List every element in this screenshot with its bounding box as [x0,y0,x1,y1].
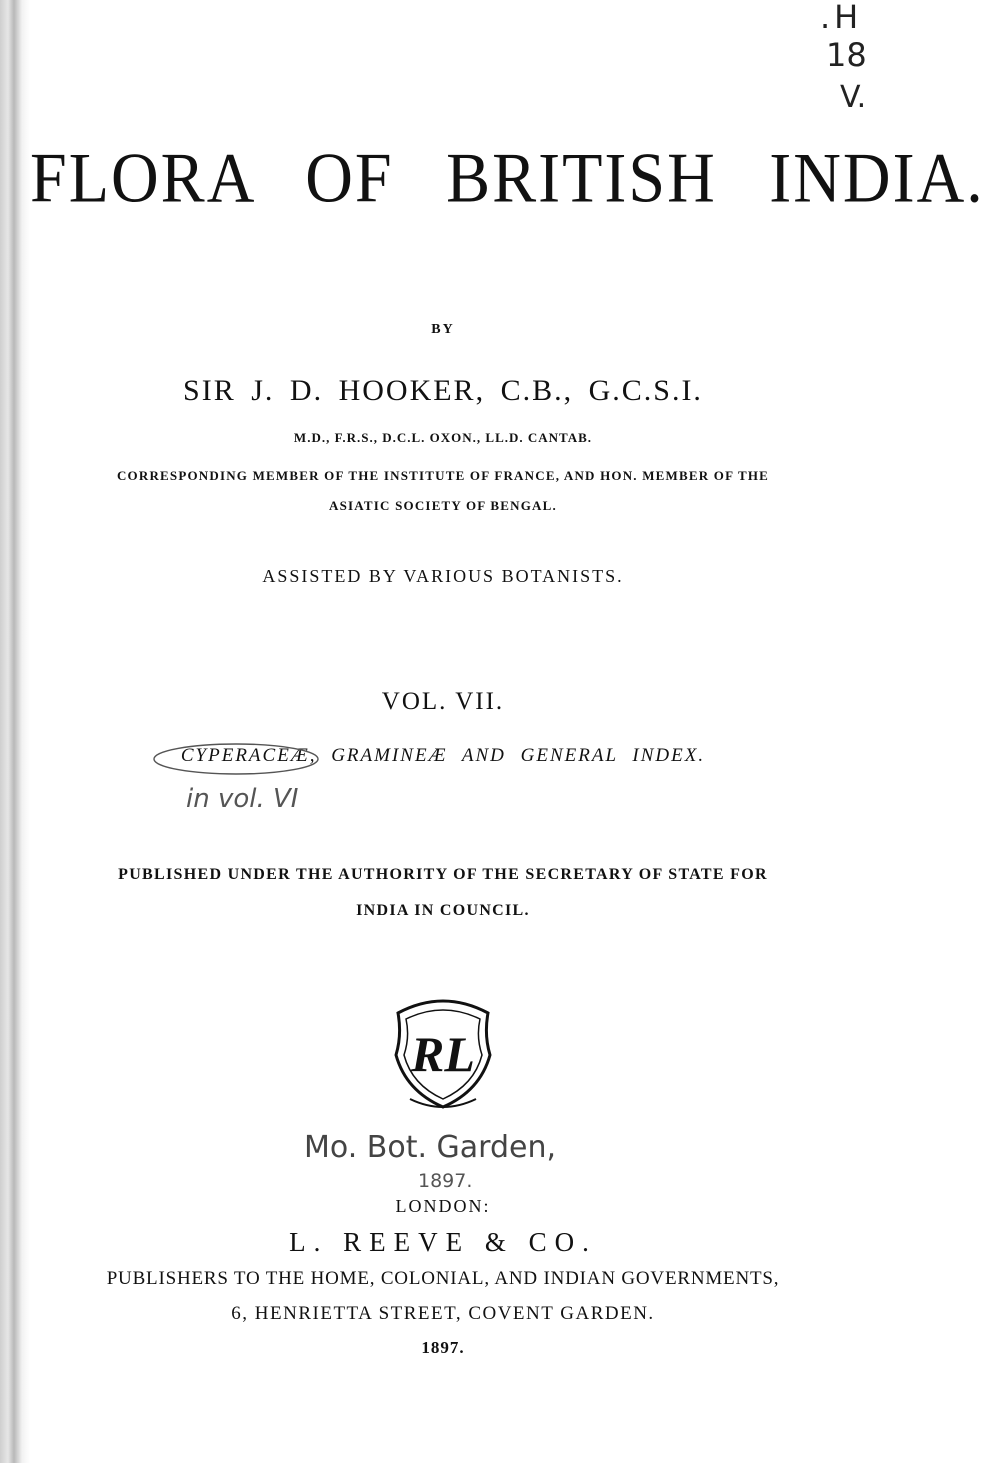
volume-contents: CYPERACEÆ, GRAMINEÆ AND GENERAL INDEX. [180,745,706,766]
page-spine-edge [0,0,30,1463]
page-title: FLORA OF BRITISH INDIA. [30,139,985,218]
library-stamp-line-1: Mo. Bot. Garden, [304,1130,557,1165]
assisted-by: ASSISTED BY VARIOUS BOTANISTS. [262,566,624,586]
volume-number: VOL. VII. [381,688,505,715]
shelfmark-line-3: V. [840,80,867,115]
pencil-oval-mark [150,740,330,780]
by-line: BY [431,322,455,337]
author-name: SIR J. D. HOOKER, C.B., G.C.S.I. [183,374,703,407]
membership-line-1: CORRESPONDING MEMBER OF THE INSTITUTE OF FRANCE, AND HON. MEMBER OF THE [116,468,770,483]
imprint-role: PUBLISHERS TO THE HOME, COLONIAL, AND INDIAN GOVERNMENTS, [106,1268,780,1289]
imprint-publisher: L. REEVE & CO. [289,1227,597,1257]
shelfmark-line-2: 18 [826,36,867,74]
shelfmark-line-1: .H [820,0,863,36]
imprint-city: LONDON: [395,1196,491,1216]
handwritten-volume-note: in vol. VI [186,784,299,814]
library-stamp-line-2: 1897. [418,1170,473,1192]
authority-line-2: INDIA IN COUNCIL. [356,902,530,919]
imprint-address: 6, HENRIETTA STREET, COVENT GARDEN. [231,1303,655,1324]
membership-line-2: ASIATIC SOCIETY OF BENGAL. [329,498,557,513]
publisher-device-monogram: RL [411,1026,475,1082]
authority-line-1: PUBLISHED UNDER THE AUTHORITY OF THE SECRETARY OF STATE FOR [118,866,768,883]
imprint-year: 1897. [421,1338,465,1357]
author-degrees: M.D., F.R.S., D.C.L. OXON., LL.D. CANTAB. [293,430,593,445]
publisher-device [388,995,498,1115]
